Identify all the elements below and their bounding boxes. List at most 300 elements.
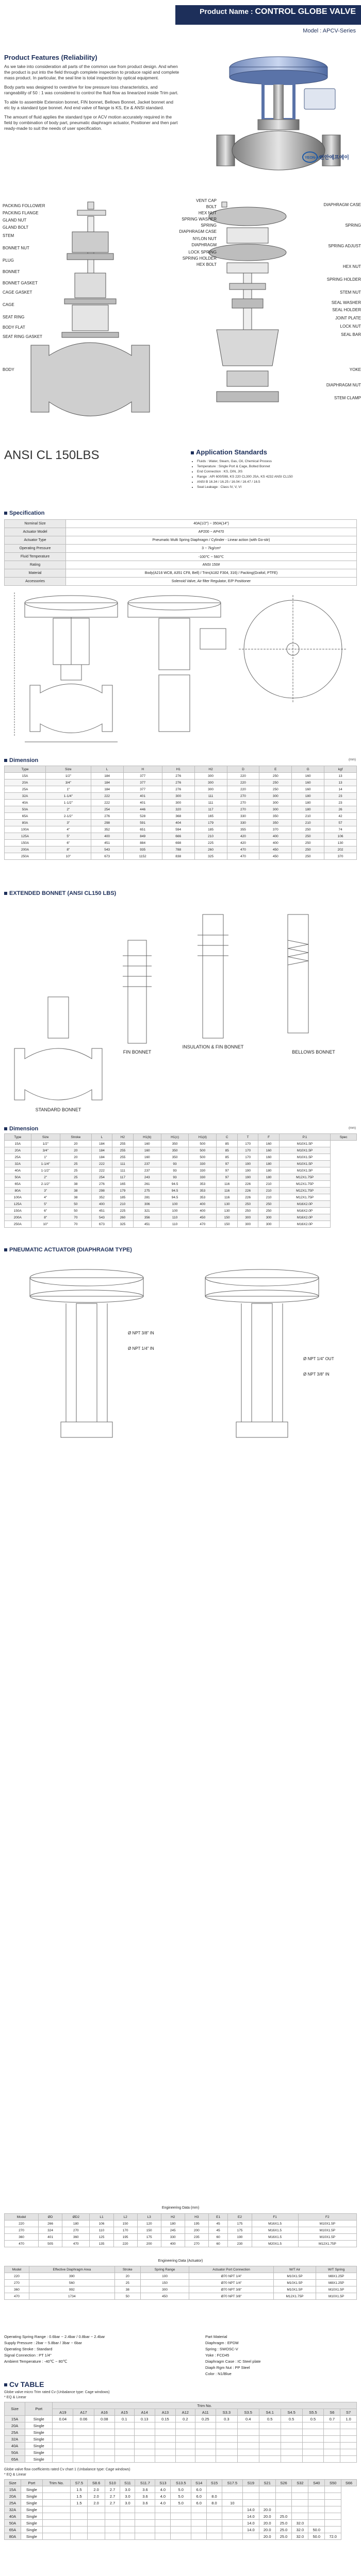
table-cell: 45 bbox=[208, 2227, 228, 2234]
cv-value-cell: 0.13 bbox=[134, 2416, 155, 2422]
table-cell: 25A bbox=[5, 786, 46, 793]
cv-value-cell bbox=[281, 2436, 302, 2443]
table-cell: 250 bbox=[292, 833, 324, 840]
table-cell: 23 bbox=[324, 800, 357, 806]
table-cell: 93 bbox=[161, 1174, 188, 1181]
cv-value-cell bbox=[88, 2520, 105, 2527]
table-cell: 330 bbox=[227, 820, 259, 826]
cv-value-cell bbox=[53, 2422, 73, 2429]
spec-value: Solenoid Valve, Air filter Regulator, E/P Positioner bbox=[66, 578, 357, 586]
table-cell: 353 bbox=[189, 1181, 217, 1188]
cv-value-cell bbox=[191, 2506, 207, 2513]
table-cell: 150 bbox=[217, 1221, 237, 1228]
cv-value-cell: 3.0 bbox=[120, 2500, 135, 2506]
cv-value-cell bbox=[134, 2456, 155, 2463]
size-cell: 50A bbox=[5, 2449, 25, 2456]
trim-header: S3.5 bbox=[237, 2409, 259, 2416]
cv-note: Globe valve micro Trim rated Cv (Unbalance type: Cage windows) bbox=[4, 2391, 110, 2394]
table-cell: 210 bbox=[292, 820, 324, 826]
column-header: Actuator Port Connection bbox=[189, 2266, 274, 2273]
table-cell: 250 bbox=[258, 1201, 279, 1208]
size-cell: 50A bbox=[5, 2520, 21, 2527]
table-cell: 243 bbox=[133, 1174, 161, 1181]
table-cell: 356 bbox=[133, 1214, 161, 1221]
cv-value-cell: 2.7 bbox=[105, 2493, 120, 2500]
table-cell: 255 bbox=[112, 1147, 133, 1154]
condition-item: Part Material bbox=[205, 2334, 227, 2339]
specification-title bbox=[4, 510, 44, 516]
table-cell: 300 bbox=[194, 779, 227, 786]
cv-value-cell bbox=[237, 2422, 259, 2429]
table-header-row bbox=[5, 766, 357, 773]
table-row bbox=[5, 2527, 357, 2533]
cv-value-cell: 0.08 bbox=[94, 2416, 114, 2422]
table-cell: 20 bbox=[60, 1154, 91, 1161]
cv-value-cell bbox=[171, 2533, 191, 2540]
part-label: HEX NUT bbox=[198, 211, 217, 215]
table-cell: 300 bbox=[237, 1221, 258, 1228]
table-cell: 321 bbox=[133, 1208, 161, 1214]
table-cell: 470 bbox=[5, 2293, 29, 2300]
table-cell: 74 bbox=[324, 826, 357, 833]
cv-value-cell bbox=[324, 2449, 340, 2456]
table-row bbox=[5, 2286, 357, 2293]
table-cell: 85 bbox=[217, 1147, 237, 1154]
spec-value: AP200 ~ AP470 bbox=[66, 528, 357, 536]
table-cell: M16X2.0P bbox=[279, 1208, 330, 1214]
table-row bbox=[5, 520, 357, 528]
table-cell: 884 bbox=[123, 840, 162, 846]
condition-item: Signal Connection : PT 1/4" bbox=[4, 2353, 52, 2358]
cv-value-cell bbox=[135, 2513, 155, 2520]
table-cell: 100 bbox=[161, 1208, 188, 1214]
table-cell: 220 bbox=[227, 779, 259, 786]
table-cell: 838 bbox=[162, 853, 194, 860]
condition-item: Spring : SWOSC-V bbox=[205, 2347, 238, 2351]
table-cell: M10X1.5P bbox=[298, 2234, 356, 2241]
cv-value-cell bbox=[275, 2493, 292, 2500]
dimension2-title bbox=[4, 1126, 38, 1132]
condition-item: Color : N1/Blue bbox=[205, 2371, 232, 2376]
cv-value-cell bbox=[340, 2436, 357, 2443]
table-row bbox=[5, 2429, 357, 2436]
trim-header: S5.5 bbox=[302, 2409, 324, 2416]
column-header: Size bbox=[5, 2480, 21, 2486]
cv-value-cell: Single bbox=[21, 2527, 42, 2533]
table-cell: 935 bbox=[123, 846, 162, 853]
table-cell: 25A bbox=[5, 1154, 31, 1161]
cv-value-cell bbox=[120, 2506, 135, 2513]
cv-value-cell bbox=[105, 2513, 120, 2520]
table-cell: 160 bbox=[258, 1141, 279, 1147]
table-cell: 125A bbox=[5, 833, 46, 840]
column-header: E2 bbox=[228, 2214, 252, 2221]
column-header: S7.5 bbox=[71, 2480, 88, 2486]
table-row bbox=[5, 1161, 357, 1167]
cv-value-cell bbox=[302, 2436, 324, 2443]
column-header: Model bbox=[5, 2266, 29, 2273]
cv-value-cell: 1.5 bbox=[71, 2493, 88, 2500]
application-standards bbox=[191, 448, 356, 490]
cv-value-cell bbox=[242, 2493, 259, 2500]
cv-value-cell: 1.5 bbox=[71, 2500, 88, 2506]
bonnet-label: INSULATION & FIN BONNET bbox=[182, 1044, 244, 1049]
table-row bbox=[5, 1214, 357, 1221]
table-cell: 10" bbox=[46, 853, 91, 860]
trim-header: A16 bbox=[94, 2409, 114, 2416]
table-row bbox=[5, 569, 357, 578]
table-cell: 160 bbox=[258, 1154, 279, 1161]
dimension-unit: (mm) bbox=[349, 758, 356, 761]
table-cell: 401 bbox=[123, 800, 162, 806]
table-cell: 370 bbox=[324, 853, 357, 860]
table-cell: 300 bbox=[258, 1214, 279, 1221]
table-cell: 25 bbox=[114, 2280, 140, 2286]
table-cell: 32A bbox=[5, 1161, 31, 1167]
part-label: SEAT RING GASKET bbox=[3, 334, 43, 339]
table-cell: 300 bbox=[162, 793, 194, 800]
cv-value-cell bbox=[134, 2429, 155, 2436]
column-header: S15 bbox=[207, 2480, 222, 2486]
table-cell: 184 bbox=[91, 786, 123, 793]
table-cell: 97 bbox=[217, 1167, 237, 1174]
table-cell: M16X2.0P bbox=[279, 1214, 330, 1221]
cv-value-cell: 20.0 bbox=[259, 2513, 275, 2520]
table-cell: 70 bbox=[60, 1221, 91, 1228]
port-cell: Single bbox=[25, 2449, 53, 2456]
table-cell: 250A bbox=[5, 853, 46, 860]
cv-value-cell bbox=[42, 2527, 70, 2533]
table-cell: 300 bbox=[140, 2286, 189, 2293]
table-cell: 25 bbox=[60, 1161, 91, 1167]
table-cell: 450 bbox=[189, 1214, 217, 1221]
table-cell: 275 bbox=[133, 1188, 161, 1194]
table-cell: 276 bbox=[162, 779, 194, 786]
table-cell: 116 bbox=[217, 1188, 237, 1194]
cv-value-cell bbox=[175, 2429, 195, 2436]
table-cell: 353 bbox=[189, 1188, 217, 1194]
table-cell: 451 bbox=[91, 1208, 112, 1214]
cv-value-cell bbox=[155, 2506, 171, 2513]
column-header: H1(c) bbox=[161, 1134, 188, 1141]
list-item: • ANSI B 16.34 / 16.25 / 16.04 / 16.47 / 16.5 bbox=[197, 480, 356, 485]
table-cell: 325 bbox=[112, 1221, 133, 1228]
column-header: Port bbox=[21, 2480, 42, 2486]
cv-value-cell bbox=[88, 2533, 105, 2540]
table-cell: 400 bbox=[259, 840, 292, 846]
table-cell: 94.5 bbox=[161, 1181, 188, 1188]
table-cell: 992 bbox=[29, 2286, 114, 2293]
table-cell: 281 bbox=[133, 1194, 161, 1201]
table-cell: M12X1.75P bbox=[273, 2293, 316, 2300]
table-cell: 260 bbox=[194, 846, 227, 853]
cv-value-cell bbox=[175, 2456, 195, 2463]
table-cell: 8" bbox=[31, 1214, 60, 1221]
cv-value-cell: 3.6 bbox=[135, 2493, 155, 2500]
cv-value-cell: Single bbox=[21, 2533, 42, 2540]
table-cell: 85 bbox=[217, 1154, 237, 1161]
cv-value-cell bbox=[114, 2429, 134, 2436]
table-row bbox=[5, 536, 357, 545]
size-cell: 20A bbox=[5, 2493, 21, 2500]
cv-value-cell bbox=[42, 2513, 70, 2520]
part-label: STEM CLAMP bbox=[334, 396, 361, 400]
table-cell: 20 bbox=[60, 1147, 91, 1154]
part-label: BONNET NUT bbox=[3, 246, 29, 250]
table-cell: 130 bbox=[217, 1201, 237, 1208]
cv-value-cell: 25.0 bbox=[275, 2533, 292, 2540]
table-cell: M12X1.75P bbox=[279, 1188, 330, 1194]
cv-value-cell bbox=[222, 2486, 242, 2493]
cv-value-cell bbox=[105, 2506, 120, 2513]
table-cell: 190 bbox=[237, 1174, 258, 1181]
cv-value-cell: 32.0 bbox=[292, 2533, 308, 2540]
table-row bbox=[5, 846, 357, 853]
cv-value-cell bbox=[292, 2493, 308, 2500]
table-cell: 200A bbox=[5, 846, 46, 853]
table-cell: 38 bbox=[60, 1194, 91, 1201]
table-cell: 222 bbox=[91, 800, 123, 806]
list-item: • Temperature : Single Port & Cage, Bolted Bonnet bbox=[197, 464, 356, 469]
column-header: C bbox=[217, 1134, 237, 1141]
table-row bbox=[5, 1147, 357, 1154]
table-cell: 97 bbox=[217, 1161, 237, 1167]
exploded-right-labels bbox=[179, 198, 361, 400]
table-row bbox=[5, 2241, 357, 2247]
cv-value-cell bbox=[120, 2520, 135, 2527]
column-header: Spring Range bbox=[140, 2266, 189, 2273]
cv-value-cell bbox=[242, 2533, 259, 2540]
cv-value-cell bbox=[308, 2513, 325, 2520]
table-cell: M16X2.0P bbox=[279, 1201, 330, 1208]
column-header: S13.5 bbox=[171, 2480, 191, 2486]
table-cell: 1-1/2" bbox=[31, 1167, 60, 1174]
table-cell: 360 bbox=[62, 2234, 90, 2241]
table-cell: 225 bbox=[112, 1208, 133, 1214]
conditions-right bbox=[205, 2334, 360, 2377]
cv-value-cell bbox=[259, 2500, 275, 2506]
table-cell: 160 bbox=[292, 779, 324, 786]
table-cell: 245 bbox=[161, 2227, 185, 2234]
cv-value-cell bbox=[71, 2506, 88, 2513]
table-cell: 50 bbox=[60, 1201, 91, 1208]
cv-value-cell bbox=[222, 2520, 242, 2527]
condition-item: Operating Spring Range : 0.6bar ~ 2.4bar / 0.8bar ~ 2.4bar bbox=[4, 2334, 105, 2339]
table-cell: 1/2" bbox=[31, 1141, 60, 1147]
table-cell: 390 bbox=[29, 2273, 114, 2280]
table-cell: 377 bbox=[123, 786, 162, 793]
cv-value-cell bbox=[302, 2422, 324, 2429]
spec-key: Operating Pressure bbox=[5, 545, 66, 553]
condition-item: Supply Pressure : 2bar ~ 5.8bar / 3bar ~ 6bar bbox=[4, 2341, 82, 2345]
cv-value-cell bbox=[292, 2513, 308, 2520]
cv-value-cell bbox=[195, 2449, 216, 2456]
table-cell: 270 bbox=[62, 2227, 90, 2234]
dimension2-title-text: Dimension bbox=[9, 1126, 39, 1132]
product-title bbox=[180, 7, 356, 16]
cv-value-cell bbox=[340, 2429, 357, 2436]
cv-value-cell bbox=[53, 2429, 73, 2436]
cv-value-cell bbox=[237, 2429, 259, 2436]
table-cell: 6" bbox=[46, 840, 91, 846]
table-cell: 179 bbox=[194, 820, 227, 826]
table-cell: 260 bbox=[112, 1214, 133, 1221]
fin-bonnet-drawing bbox=[123, 940, 152, 1055]
table-cell: M12X1.75P bbox=[298, 2241, 356, 2247]
engineering-table-body bbox=[5, 2221, 357, 2247]
conditions-left bbox=[4, 2334, 159, 2365]
cv-value-cell bbox=[88, 2527, 105, 2533]
table-row bbox=[5, 2449, 357, 2456]
part-label: SPRING HOLDER bbox=[326, 277, 361, 282]
table-cell: 543 bbox=[91, 846, 123, 853]
spec-key: Material bbox=[5, 569, 66, 578]
cv-value-cell bbox=[325, 2527, 341, 2533]
table-cell: 470 bbox=[5, 2241, 39, 2247]
table-cell: 226 bbox=[237, 1194, 258, 1201]
table-cell: 65A bbox=[5, 1181, 31, 1188]
table-row bbox=[5, 2273, 357, 2280]
column-header: L bbox=[91, 766, 123, 773]
actuator-direct-drawing bbox=[30, 1269, 154, 1437]
cv-value-cell bbox=[259, 2436, 281, 2443]
table-cell: 470 bbox=[227, 853, 259, 860]
part-label: DIAPHRAGM CASE bbox=[323, 202, 361, 207]
cv-value-cell bbox=[237, 2436, 259, 2443]
cv-value-cell: 0.1 bbox=[114, 2416, 134, 2422]
table-cell: 210 bbox=[292, 813, 324, 820]
table-row bbox=[5, 1188, 357, 1194]
table-cell: 150A bbox=[5, 840, 46, 846]
table-cell: M8X1.25P bbox=[316, 2273, 357, 2280]
part-label: VENT CAP bbox=[196, 198, 217, 203]
cv-value-cell: Single bbox=[21, 2506, 42, 2513]
cv-value-cell: 1.0 bbox=[340, 2416, 357, 2422]
column-header: T bbox=[237, 1134, 258, 1141]
table-cell: 250 bbox=[237, 1201, 258, 1208]
cv-value-cell bbox=[191, 2513, 207, 2520]
table-cell: 110 bbox=[161, 1221, 188, 1228]
table-cell: 190 bbox=[237, 1167, 258, 1174]
table-row bbox=[5, 779, 357, 786]
cv-value-cell bbox=[216, 2436, 237, 2443]
cv-value-cell bbox=[88, 2506, 105, 2513]
table-cell: 94.5 bbox=[161, 1188, 188, 1194]
cv-value-cell bbox=[135, 2506, 155, 2513]
table-cell: Ø70 NPT 3/8" bbox=[189, 2286, 274, 2293]
spec-key: Actuator Type bbox=[5, 536, 66, 545]
table-cell: 210 bbox=[258, 1181, 279, 1188]
table-cell: 270 bbox=[5, 2227, 39, 2234]
table-cell: Ø70 NPT 3/8" bbox=[189, 2293, 274, 2300]
table-cell: 179 bbox=[112, 1188, 133, 1194]
engineering-caption: Engineering Data (mm) bbox=[161, 2206, 200, 2210]
list-item: • End Connection : KS, DIN, JIS bbox=[197, 469, 356, 474]
dimension2-unit: (mm) bbox=[349, 1127, 356, 1130]
table-cell: 849 bbox=[123, 833, 162, 840]
cv-value-cell: 6.0 bbox=[191, 2500, 207, 2506]
cv-value-cell bbox=[88, 2513, 105, 2520]
cv-value-cell bbox=[275, 2500, 292, 2506]
table-cell: 93 bbox=[161, 1167, 188, 1174]
column-header: S11 bbox=[120, 2480, 135, 2486]
table-row bbox=[5, 528, 357, 536]
size-cell: 40A bbox=[5, 2513, 21, 2520]
dimension-table bbox=[4, 766, 357, 860]
table-cell: 38 bbox=[60, 1188, 91, 1194]
part-label: BOLT bbox=[206, 205, 217, 209]
table-cell: 184 bbox=[91, 1147, 112, 1154]
table-cell: 220 bbox=[227, 773, 259, 779]
cv-value-cell bbox=[73, 2436, 94, 2443]
column-header: L bbox=[91, 1134, 112, 1141]
cv-value-cell bbox=[340, 2456, 357, 2463]
cv-value-cell: 3.0 bbox=[120, 2493, 135, 2500]
table-cell: 150 bbox=[137, 2227, 161, 2234]
condition-item: Diaphragm Case : IC Steel plate bbox=[205, 2359, 261, 2364]
cv-value-cell: 1.5 bbox=[71, 2486, 88, 2493]
part-label: YOKE bbox=[349, 367, 361, 372]
cv-value-cell bbox=[237, 2443, 259, 2449]
table-cell: 330 bbox=[189, 1174, 217, 1181]
table-cell: 160 bbox=[133, 1141, 161, 1147]
dimension2-table-body bbox=[5, 1141, 357, 1228]
cv-value-cell bbox=[281, 2422, 302, 2429]
table-cell: 370 bbox=[259, 826, 292, 833]
column-header: Model bbox=[5, 2214, 39, 2221]
column-header: Stroke bbox=[114, 2266, 140, 2273]
trim-header: A17 bbox=[73, 2409, 94, 2416]
cv-value-cell bbox=[171, 2520, 191, 2527]
cv-value-cell bbox=[259, 2449, 281, 2456]
cv-value-cell bbox=[259, 2486, 275, 2493]
table-cell: 180 bbox=[161, 2221, 185, 2227]
table-cell: M8X1.25P bbox=[316, 2280, 357, 2286]
table-cell: 85 bbox=[217, 1141, 237, 1147]
table-cell: 222 bbox=[91, 793, 123, 800]
part-label: DIAPHRAGM NUT bbox=[326, 383, 361, 387]
operating-conditions bbox=[4, 2334, 357, 2376]
part-label: PACKING FOLLOWER bbox=[3, 204, 45, 208]
table-cell: 237 bbox=[133, 1167, 161, 1174]
cv-value-cell bbox=[73, 2422, 94, 2429]
table-cell: 404 bbox=[162, 820, 194, 826]
cv-value-cell bbox=[207, 2533, 222, 2540]
actuator-drawing bbox=[209, 202, 286, 402]
table-cell: 180 bbox=[258, 1161, 279, 1167]
cv-value-cell: 10 bbox=[222, 2500, 242, 2506]
table-cell: 150 bbox=[113, 2221, 137, 2227]
table-cell: 368 bbox=[162, 813, 194, 820]
cv-value-cell bbox=[308, 2506, 325, 2513]
table-cell: 250 bbox=[259, 773, 292, 779]
table-cell: 270 bbox=[227, 800, 259, 806]
cv-table-2-body bbox=[5, 2486, 357, 2540]
table-cell: 400 bbox=[259, 833, 292, 840]
table-cell: 160 bbox=[292, 773, 324, 779]
size-cell: 80A bbox=[5, 2533, 21, 2540]
table-cell: 3/4" bbox=[31, 1147, 60, 1154]
table-cell: M16X2.0P bbox=[279, 1221, 330, 1228]
table-cell: 330 bbox=[189, 1167, 217, 1174]
part-label: CAGE bbox=[3, 302, 14, 307]
table-cell: 300 bbox=[194, 773, 227, 779]
table-cell: 106 bbox=[90, 2221, 113, 2227]
column-header: W/T Spring bbox=[316, 2266, 357, 2273]
spec-key: Fluid Temperature bbox=[5, 553, 66, 561]
table-cell: 5" bbox=[31, 1201, 60, 1208]
table-row bbox=[5, 826, 357, 833]
